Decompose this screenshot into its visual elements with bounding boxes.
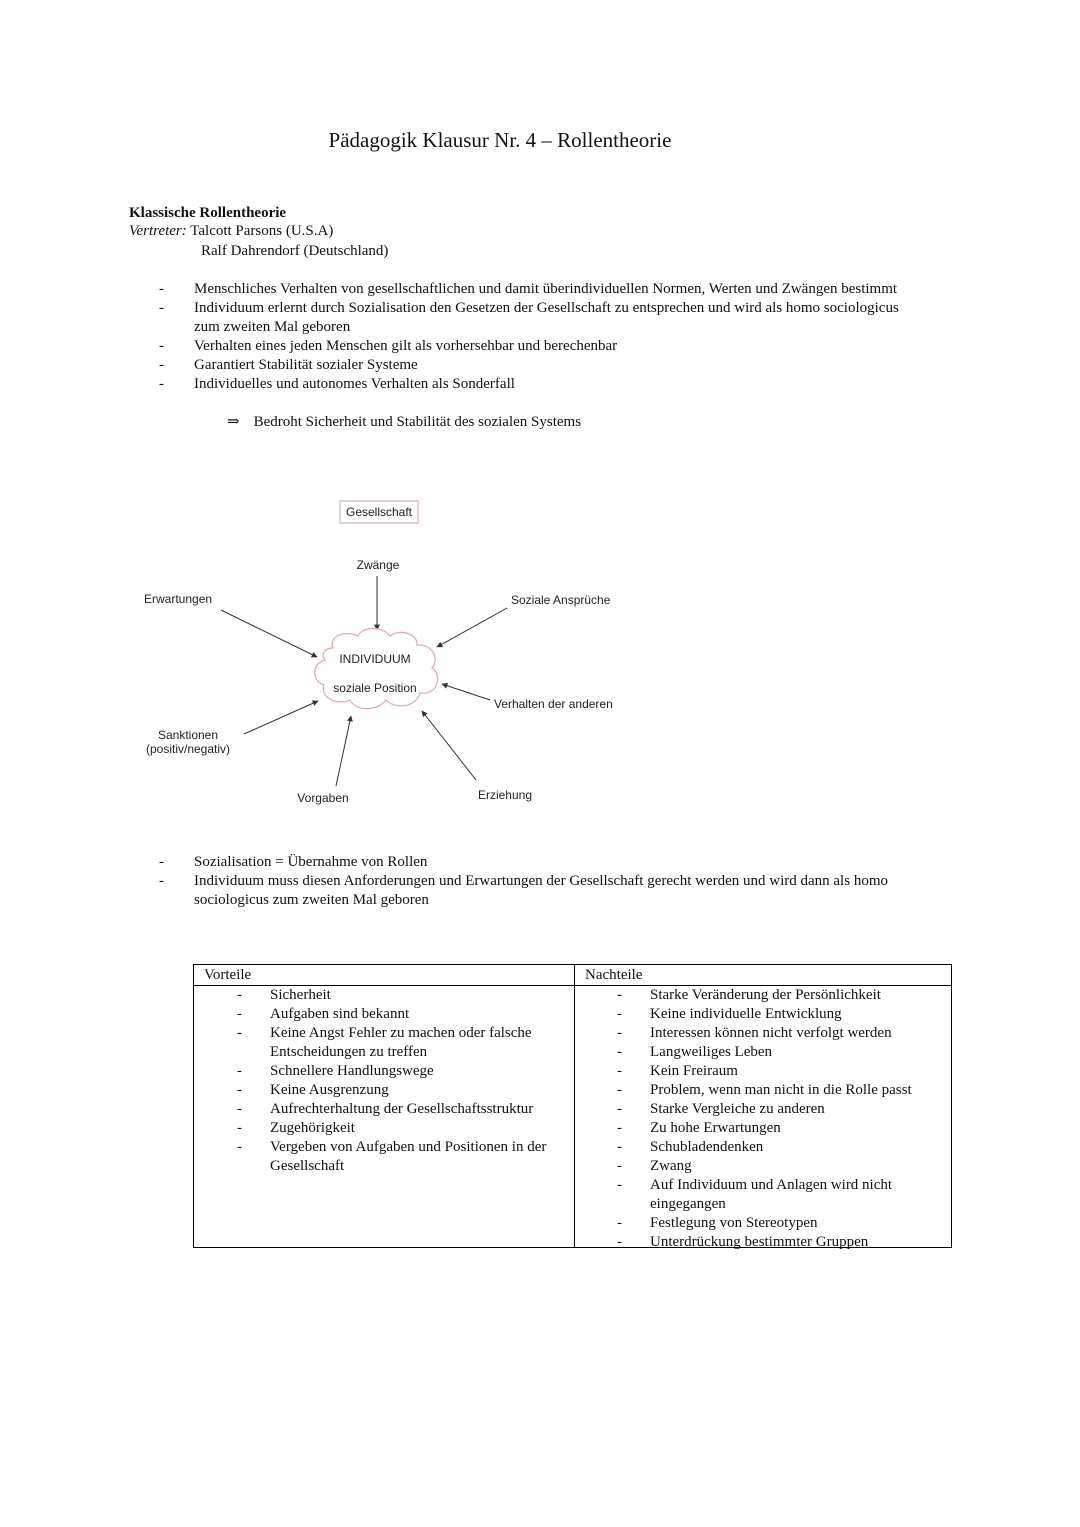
list-item: - Individuelles und autonomes Verhalten als Sonderfall [159,375,919,394]
list-item: - Keine individuelle Entwicklung [617,1005,941,1024]
vorteile-list [194,986,574,1176]
vertreter-1: Talcott Parsons (U.S.A) [190,223,334,239]
role-diagram [0,490,1080,830]
list-item: - Vergeben von Aufgaben und Positionen in der Gesellschaft [237,1138,564,1176]
sanktionen-arrow [244,701,318,734]
list-item: - Auf Individuum und Anlagen wird nicht eingegangen [617,1176,941,1214]
list-item: - Schnellere Handlungswege [237,1062,564,1081]
list-item: - Zu hohe Erwartungen [617,1119,941,1138]
sanktionen-label: Sanktionen [157,728,219,742]
vertreter-2: Ralf Dahrendorf (Deutschland) [201,243,389,259]
sanktionen-sub-label: (positiv/negativ) [145,742,231,756]
page-title: Pädagogik Klausur Nr. 4 – Rollentheorie [328,128,672,152]
list-item: - Interessen können nicht verfolgt werden [617,1024,941,1043]
list-item: - Garantiert Stabilität sozialer Systeme [159,356,919,375]
nachteile-header: Nachteile [575,965,951,986]
vertreter-line [129,223,333,240]
vorgaben-arrow [336,716,351,786]
bullet-list-main [159,280,919,394]
bullet-list-sozialisation [159,853,959,910]
nachteile-list [575,986,951,1252]
pros-cons-table [193,964,952,1248]
soziale-ansprueche-label: Soziale Ansprüche [511,593,611,607]
vertreter-label: Vertreter: [129,223,187,239]
individuum-cloud [315,629,438,709]
list-item: - Problem, wenn man nicht in die Rolle passt [617,1081,941,1100]
list-item: - Schubladendenken [617,1138,941,1157]
conclusion-line [227,412,581,431]
list-item: - Zugehörigkeit [237,1119,564,1138]
zwaenge-label: Zwänge [356,558,400,572]
soziale-ansprueche-arrow [437,608,507,647]
list-item: - Sozialisation = Übernahme von Rollen [159,853,959,872]
vorteile-header: Vorteile [194,965,574,986]
list-item: - Zwang [617,1157,941,1176]
list-item: - Individuum muss diesen Anforderungen und Erwartungen der Gesellschaft gerecht werden und wird dann als homo sociologicus zum zweiten Mal geboren [159,872,959,910]
vorteile-column [194,965,575,1247]
nachteile-column [575,965,951,1250]
list-item: - Keine Ausgrenzung [237,1081,564,1100]
individuum-label: INDIVIDUUM [339,652,411,666]
implies-arrow-icon: ⇒ [227,414,240,430]
erwartungen-label: Erwartungen [144,592,213,606]
verhalten-arrow [442,684,490,700]
list-item: - Verhalten eines jeden Menschen gilt als vorhersehbar und berechenbar [159,337,919,356]
soziale-position-label: soziale Position [333,681,417,695]
verhalten-label: Verhalten der anderen [494,697,613,711]
list-item: - Aufrechterhaltung der Gesellschaftsstruktur [237,1100,564,1119]
list-item: - Starke Veränderung der Persönlichkeit [617,986,941,1005]
list-item: - Langweiliges Leben [617,1043,941,1062]
gesellschaft-label: Gesellschaft [345,505,413,519]
list-item: - Aufgaben sind bekannt [237,1005,564,1024]
section-heading: Klassische Rollentheorie [129,205,287,221]
list-item: - Sicherheit [237,986,564,1005]
list-item: - Keine Angst Fehler zu machen oder falsche Entscheidungen zu treffen [237,1024,564,1062]
erziehung-label: Erziehung [477,788,533,802]
conclusion-text: Bedroht Sicherheit und Stabilität des sozialen Systems [253,414,582,430]
list-item: - Kein Freiraum [617,1062,941,1081]
erwartungen-arrow [221,610,317,657]
list-item: - Menschliches Verhalten von gesellschaftlichen und damit überindividuellen Normen, Werten und Zwängen bestimmt [159,280,919,299]
list-item: - Festlegung von Stereotypen [617,1214,941,1233]
erziehung-arrow [422,711,476,780]
list-item: - Starke Vergleiche zu anderen [617,1100,941,1119]
vorgaben-label: Vorgaben [297,791,349,805]
list-item: - Unterdrückung bestimmter Gruppen [617,1233,941,1252]
list-item: - Individuum erlernt durch Sozialisation den Gesetzen der Gesellschaft zu entsprechen und wird als homo sociologicus zum zweiten Mal geboren [159,299,919,337]
